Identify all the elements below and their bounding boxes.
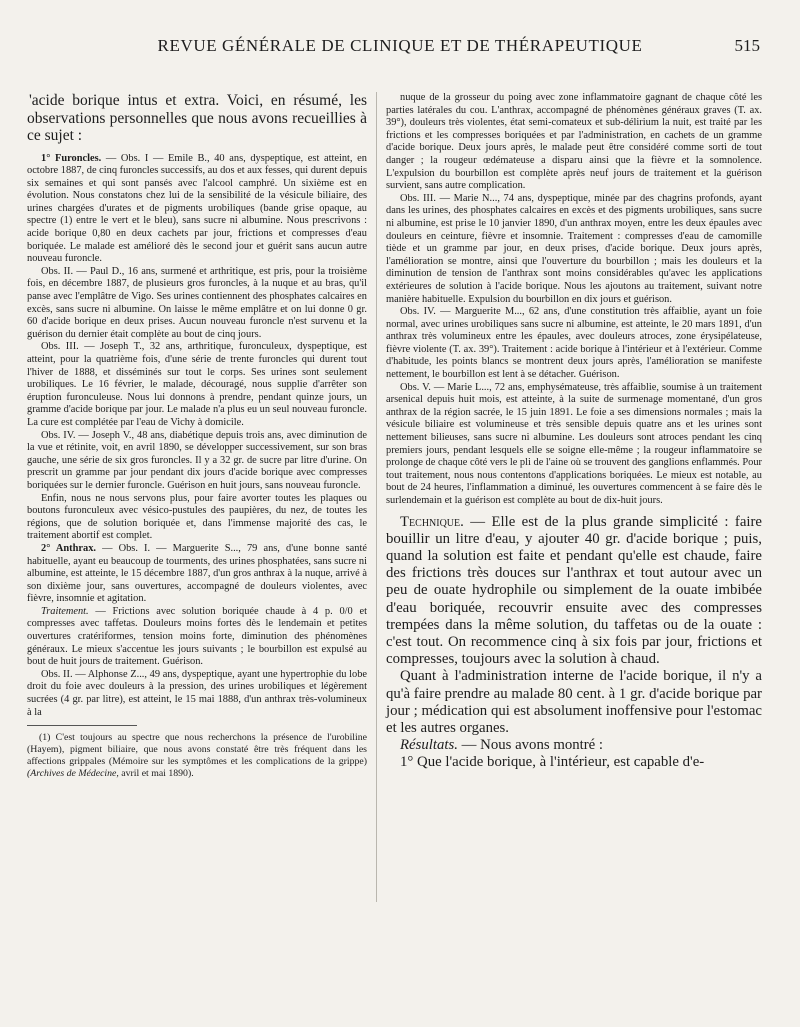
footnote-journal: (Archives de Médecine, [27,768,119,780]
technique-text: — Elle est de la plus grande simplicité : faire bouillir un litre d'eau, y ajouter 40 gr. d'acide borique ; puis, quand la solution est faite et pendant qu'elle est chaude, faire des frictions très douces sur l'anthrax et tout autour avec un peu de ouate hydrophile ou simplement de la ouate imbibée d'eau boriquée, recouvrir ensuite avec des compresses trempées dans la même solution, du taffetas ou de la ouate : c'est tout. On recommence cinq à six fois par jour, frictions et compresses, toujours avec la solution à chaud. [386,513,763,668]
traitement-paragraph [27,606,367,669]
footnote-text: (1) C'est toujours au spectre que nous recherchons la présence de l'urobiline (Hayem), pigment biliaire, que nous avons constaté être très fréquent dans les affections grippales (Mémoire sur les symptômes et les complications de la grippe) [27,732,367,768]
column-divider [376,92,377,902]
resultats-label: Résultats. [400,737,458,754]
anthrax-heading: 2° Anthrax. [41,542,96,554]
furoncles-obs-3: Obs. III. — Joseph T., 32 ans, arthritique, furonculeux, dyspeptique, est atteint, pour la quatrième fois, d'une série de trente furoncles qui durent tout l'hiver de 1888, et disséminés sur tout le corps. Ses urines sont seulement urobiliques. Le 16 février, le malade, découragé, nous supplie d'arrêter son éruption furonculeuse. Nous lui donnons à prendre, pendant quinze jours, un gramme d'acide borique par jour. Le malade n'a plus eu un seul nouveau furoncle. La cure est complétée par l'eau de Vichy à domicile. [27,341,367,428]
anthrax-obs-1-text: — Obs. I. — Marguerite S..., 79 ans, d'une bonne santé habituelle, ayant eu beaucoup de tourments, des urines phosphatées, sans sucre ni albumine, est atteinte, le 15 décembre 1887, d'un gros anthrax à la nuque, arrivé à son dixième jour, sans ouvertures, accompagné de douleurs violentes, avec fièvre, insomnie et agitation. [27,542,367,605]
enfin-paragraph: Enfin, nous ne nous servons plus, pour faire avorter toutes les plaques ou boutons furonculeux avec vésico-pustules des paupières, du nez, de toutes les régions, que de solution boriquée et, dans l'immense majorité des cas, le traitement abortif est complet. [27,492,367,542]
intro-paragraph: 'acide borique intus et extra. Voici, en résumé, les observations personnelles que nous avons recueillies à ce sujet : [27,92,367,144]
anthrax-obs-2: Obs. II. — Alphonse Z..., 49 ans, dyspeptique, ayant une hypertrophie du lobe droit du foie avec douleurs à la pression, des urines urobiliques et légèrement sucrées (4 gr. par litre), est atteint, le 15 mai 1888, d'un anthrax très-volumineux à la [27,668,367,718]
running-title: REVUE GÉNÉRALE DE CLINIQUE ET DE THÉRAPEUTIQUE [157,36,643,55]
furoncles-obs-1-text: — Obs. I — Emile B., 40 ans, dyspeptique, est atteint, en octobre 1887, de cinq furoncles successifs, au dos et aux fesses, qui durent depuis six semaines et qui sont pansés avec l'alcool camphré. Un sixième est en évolution. Nous constatons chez lui de la sensibilité de la vésicule biliaire, des urines chargées d'urates et de pigments urobiliques (bande grise opaque, au spectre (1) entre le vert et le bleu), sans sucre ni albumine. Nous prescrivons : acide borique 0,80 en deux cachets par jour, frictions et compresses d'eau boriquée. Le malade est amélioré dès le second jour et guérit sans aucun autre nouveau furoncle. [27,152,367,265]
resultats-paragraph [386,737,762,754]
furoncles-obs-1 [27,153,367,266]
anthrax-obs-4: Obs. IV. — Marguerite M..., 62 ans, d'une constitution très affaiblie, ayant un foie normal, avec urines urobiliques sans sucre ni albumine, est atteinte, le 20 mars 1891, d'un anthrax très volumineux entre les épaules, avec douleurs atroces, zone érysipélateuse, fièvre violente (T. ax. 39°). Traitement : acide borique à l'intérieur et à l'extérieur. Comme d'habitude, les points blancs se montrent deux jours après, l'amélioration se manifeste nettement, le bourbillon est lent à se détacher. Guérison. [386,306,762,381]
anthrax-obs-1 [27,543,367,606]
anthrax-obs-5: Obs. V. — Marie L..., 72 ans, emphysémateuse, très affaiblie, soumise à un traitement arsenical depuis huit mois, est atteinte, à la suite de surmenage momentané, d'un gros anthrax de la région sacrée, le 15 juin 1891. Le foie a ses dimensions normales ; mais la vésicule biliaire est volumineuse et très sensible depuis quatre ans et les urines sont nettement bilieuses, sans sucre ni albumine. Les douleurs sont atroces pendant les cinq premiers jours, pendant lesquels elle se soigne elle-même ; la rougeur inflammatoire se prolonge de chaque côté vers le pli de l'aine où se trouvent des ganglions enflammés. Pour tout traitement, nous nous contentons d'applications boriquées. Le mieux est notable, au bout de 24 heures, l'inflammation a diminué, les ouvertures commencent à se faire dès le surlendemain et la guérison est complète au bout de dix-huit jours. [386,381,762,506]
footnote-end: avril et mai 1890). [118,768,194,780]
traitement-label: Traitement. [41,605,89,617]
left-column [27,92,367,1012]
furoncles-obs-4: Obs. IV. — Joseph V., 48 ans, diabétique depuis trois ans, avec diminution de la vue et rétinite, voit, en avril 1890, se développer successivement, sur son bras gauche, une série de six gros furoncles. Il y a 32 gr. de sucre par litre d'urine. On prescrit un gramme par jour pendant dix jours d'acide borique avec compresses boriquées sur le dernier furoncle. Guérison en huit jours, sans nouveau furoncle. [27,429,367,491]
furoncles-heading: 1° Furoncles. [41,152,102,164]
anthrax-obs-3: Obs. III. — Marie N..., 74 ans, dyspeptique, minée par des chagrins profonds, ayant dans les urines, des phosphates calcaires en excès et des pigments urobiliques, sans sucre ni albumine, est prise le 10 janvier 1890, d'un anthrax moyen, entre les deux épaules avec douleurs en ceinture, fièvre et insomnie. Traitement : compresses d'eau de camomille tiède et un gramme par jour, en deux prises, d'acide borique. Deux jours après, l'amélioration se montre, ainsi que l'ouverture du bourbillon ; mais les douleurs et la diminution de tension de l'anthrax sont moins considérables qu'avec les applications extérieures de solution à l'acide borique. Nous les ajoutons au traitement, suivant notre manière habituelle. Expulsion du bourbillon en dix jours et guérison. [386,192,762,305]
furoncles-obs-2: Obs. II. — Paul D., 16 ans, surmené et arthritique, est pris, pour la troisième fois, en décembre 1887, de plusieurs gros furoncles, à la nuque et au bras, qu'il panse avec l'emplâtre de Vigo. Ses urines contiennent des phosphates calcaires en excès, sans sucre ni albumine. On laisse le même emplâtre et on lui donne 0 gr. 60 d'acide borique en deux prises. Aucun nouveau furoncle n'est survenu et la guérison du dernier était complète au bout de cinq jours. [27,265,367,340]
traitement-text: — Frictions avec solution boriquée chaude à 4 p. 0/0 et compresses avec taffetas. Douleurs moins fortes dès le lendemain et petites ouvertures cratériformes, tension moins forte, diminution des phénomènes généraux. Le mieux s'accentue les jours suivants ; le bourbillon est expulsé au bout de huit jours de traitement. Guérison. [27,605,367,668]
technique-label: Technique. [400,513,464,530]
footnote [27,732,367,780]
resultats-text: — Nous avons montré : [461,737,604,754]
administration-paragraph: Quant à l'administration interne de l'acide borique, il n'y a qu'à faire prendre au malade 80 cent. à 1 gr. d'acide borique par jour ; médication qui est absolument inoffensive pour l'estomac et les autres organes. [386,668,762,737]
technique-paragraph [386,514,762,669]
footnote-rule [27,725,137,726]
right-column [386,92,762,1012]
page-header [40,36,760,60]
anthrax-obs-2-continued: nuque de la grosseur du poing avec zone inflammatoire gagnant de chaque côté les parties latérales du cou. L'anthrax, accompagné de phénomènes généraux graves (T. ax. 39°), douleurs très violentes, état semi-comateux et sub-délirium la nuit, est traité par les frictions et les compresses boriquées et par l'administration, en cachets de un gramme d'acide borique. Deux jours après, le malade peut être considéré comme sorti de tout danger ; la rougeur œdémateuse a disparu ainsi que la fièvre et la somnolence. L'expulsion du bourbillon est complète après neuf jours de traitement et la guérison survient, sans autre complication. [386,92,762,192]
page-number: 515 [734,36,760,55]
last-line: 1° Que l'acide borique, à l'intérieur, est capable d'e- [400,754,705,771]
